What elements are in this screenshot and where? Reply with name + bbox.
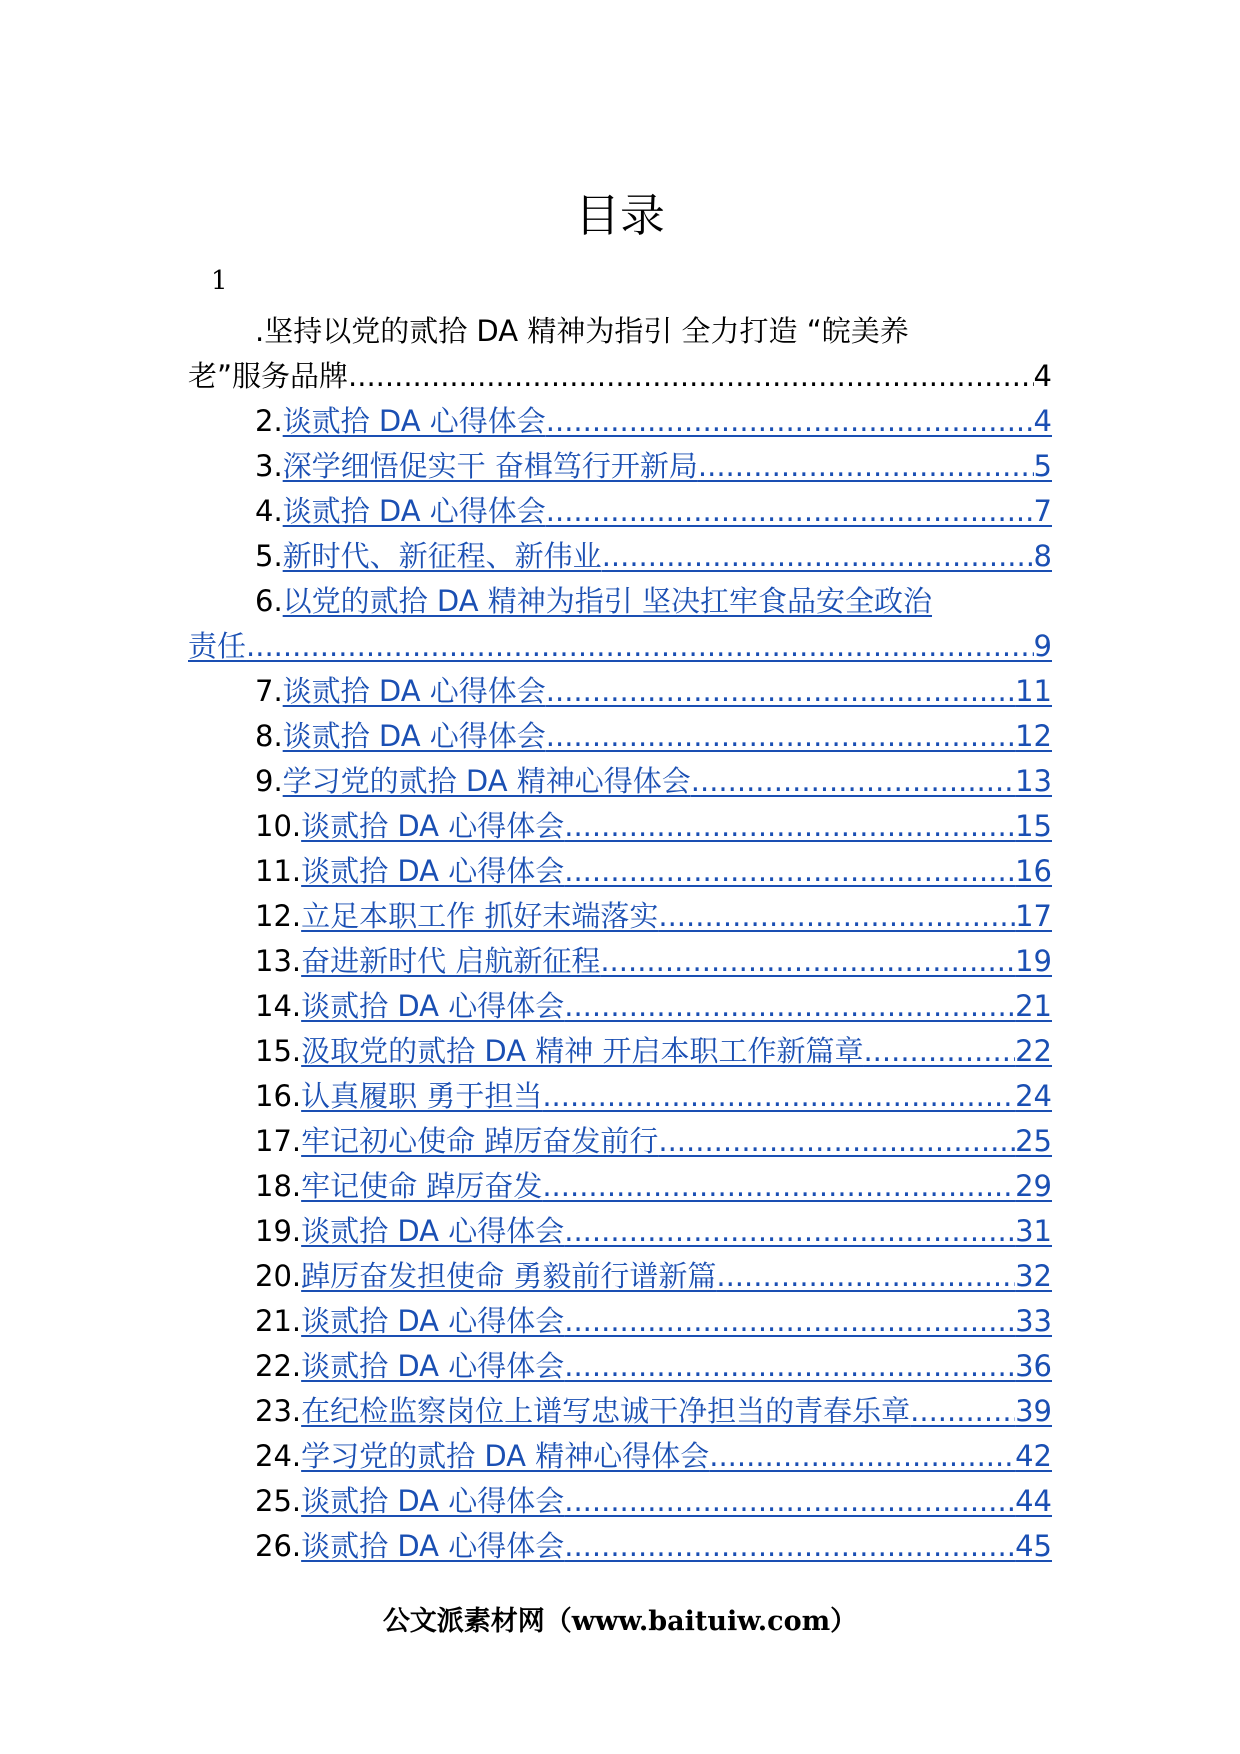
dot-leader	[542, 1074, 1015, 1119]
toc-entry-page[interactable]: 7	[1033, 494, 1052, 528]
toc-entry-page[interactable]: 17	[1015, 899, 1052, 933]
toc-entry-link[interactable]: 谈贰拾 DA 心得体会	[301, 989, 565, 1023]
dot-leader	[546, 489, 1034, 534]
toc-entry-page[interactable]: 19	[1015, 944, 1052, 978]
toc-entry-number: 24.	[255, 1439, 302, 1473]
dot-leader	[658, 894, 1015, 939]
toc-entry-number: 13.	[255, 944, 302, 978]
toc-entry-page[interactable]: 13	[1015, 764, 1052, 798]
toc-entry-number: 2.	[255, 404, 283, 438]
toc-entry-page[interactable]: 15	[1015, 809, 1052, 843]
dot-leader	[602, 534, 1034, 579]
toc-entry-link[interactable]: 谈贰拾 DA 心得体会	[301, 1349, 565, 1383]
dot-leader	[564, 1479, 1015, 1524]
toc-entry[interactable]	[188, 1119, 1052, 1164]
toc-entry-link[interactable]: 责任	[188, 629, 247, 663]
toc-entry-link[interactable]: 汲取党的贰拾 DA 精神 开启本职工作新篇章	[301, 1034, 864, 1068]
toc-entry-number: 9.	[255, 764, 283, 798]
toc-entry-page[interactable]: 44	[1015, 1484, 1052, 1518]
footer-watermark: 公文派素材网（www.baituiw.com）	[382, 1606, 858, 1637]
toc-entry[interactable]	[188, 1479, 1052, 1524]
toc-entry-number: 4.	[255, 494, 283, 528]
dot-leader	[564, 1299, 1015, 1344]
toc-entry-page[interactable]: 12	[1015, 719, 1052, 753]
table-of-contents	[188, 309, 1052, 1569]
page-title: 目录	[574, 189, 665, 242]
toc-entry-number: 11.	[255, 854, 302, 888]
toc-entry-page[interactable]: 4	[1033, 404, 1052, 438]
toc-entry-number: 18.	[255, 1169, 302, 1203]
toc-entry-number: 3.	[255, 449, 283, 483]
toc-entry-link[interactable]: 以党的贰拾 DA 精神为指引 坚决扛牢食品安全政治	[282, 584, 932, 618]
toc-entry-link[interactable]: 学习党的贰拾 DA 精神心得体会	[282, 764, 691, 798]
toc-entry[interactable]	[188, 489, 1052, 534]
toc-entry-page[interactable]: 24	[1015, 1079, 1052, 1113]
toc-entry-number: 23.	[255, 1394, 302, 1428]
toc-entry[interactable]	[188, 804, 1052, 849]
toc-entry-number: 19.	[255, 1214, 302, 1248]
dot-leader	[348, 354, 1034, 399]
toc-entry-link[interactable]: 谈贰拾 DA 心得体会	[301, 1529, 565, 1563]
toc-entry-link[interactable]: 认真履职 勇于担当	[301, 1079, 543, 1113]
toc-entry-number: 6.	[255, 584, 283, 618]
dot-leader	[863, 1029, 1015, 1074]
dot-leader	[698, 444, 1034, 489]
toc-entry-number: 20.	[255, 1259, 302, 1293]
toc-entry-page[interactable]: 45	[1015, 1529, 1052, 1563]
toc-entry-number: 16.	[255, 1079, 302, 1113]
dot-leader	[600, 939, 1015, 984]
toc-entry-page: 4	[1033, 359, 1052, 393]
toc-entry-number: 7.	[255, 674, 283, 708]
toc-entry-number: 14.	[255, 989, 302, 1023]
toc-entry[interactable]	[188, 444, 1052, 489]
toc-entry[interactable]	[188, 579, 1052, 624]
toc-entry-number: 8.	[255, 719, 283, 753]
toc-entry-link[interactable]: 深学细悟促实干 奋楫笃行开新局	[282, 449, 698, 483]
toc-entry-number: 26.	[255, 1529, 302, 1563]
toc-entry[interactable]	[188, 669, 1052, 714]
toc-entry-page[interactable]: 42	[1015, 1439, 1052, 1473]
dot-leader	[246, 624, 1034, 669]
toc-entry-number: 22.	[255, 1349, 302, 1383]
toc-entry-link[interactable]: 在纪检监察岗位上谱写忠诚干净担当的青春乐章	[301, 1394, 911, 1428]
first-entry-number: 1	[211, 266, 228, 296]
toc-entry-number: 12.	[255, 899, 302, 933]
toc-entry-link[interactable]: 牢记初心使命 踔厉奋发前行	[301, 1124, 659, 1158]
toc-entry-1-line2	[188, 354, 1052, 399]
toc-entry-page[interactable]: 39	[1015, 1394, 1052, 1428]
toc-entry-link[interactable]: 谈贰拾 DA 心得体会	[282, 404, 546, 438]
toc-entry[interactable]	[188, 1524, 1052, 1569]
toc-entry-link[interactable]: 学习党的贰拾 DA 精神心得体会	[301, 1439, 710, 1473]
dot-leader	[564, 804, 1015, 849]
toc-list	[188, 399, 1052, 1569]
toc-entry[interactable]	[188, 1344, 1052, 1389]
toc-entry[interactable]	[188, 714, 1052, 759]
toc-entry[interactable]	[188, 534, 1052, 579]
toc-entry-link[interactable]: 谈贰拾 DA 心得体会	[282, 719, 546, 753]
toc-entry[interactable]	[188, 1299, 1052, 1344]
dot-leader	[546, 669, 1015, 714]
toc-entry-page[interactable]: 31	[1015, 1214, 1052, 1248]
dot-leader	[564, 1209, 1015, 1254]
toc-entry-link[interactable]: 立足本职工作 抓好末端落实	[301, 899, 659, 933]
toc-entry-link[interactable]: 谈贰拾 DA 心得体会	[301, 1304, 565, 1338]
toc-entry-page[interactable]: 25	[1015, 1124, 1052, 1158]
toc-entry-number: 10.	[255, 809, 302, 843]
toc-entry-link[interactable]: 奋进新时代 启航新征程	[301, 944, 601, 978]
toc-entry[interactable]	[188, 984, 1052, 1029]
dot-leader	[564, 849, 1015, 894]
toc-entry-link[interactable]: 牢记使命 踔厉奋发	[301, 1169, 543, 1203]
toc-entry[interactable]	[188, 1074, 1052, 1119]
dot-leader	[564, 984, 1015, 1029]
dot-leader	[691, 759, 1015, 804]
toc-entry[interactable]	[188, 894, 1052, 939]
dot-leader	[546, 399, 1034, 444]
toc-entry[interactable]	[188, 1029, 1052, 1074]
toc-entry-number: 21.	[255, 1304, 302, 1338]
dot-leader	[910, 1389, 1015, 1434]
toc-entry[interactable]	[188, 1209, 1052, 1254]
toc-entry-page[interactable]: 5	[1033, 449, 1052, 483]
dot-leader	[564, 1344, 1015, 1389]
toc-entry-link[interactable]: 谈贰拾 DA 心得体会	[301, 809, 565, 843]
toc-entry-link[interactable]: 踔厉奋发担使命 勇毅前行谱新篇	[301, 1259, 717, 1293]
toc-entry[interactable]	[188, 759, 1052, 804]
toc-entry[interactable]	[188, 1389, 1052, 1434]
toc-entry-number: 5.	[255, 539, 283, 573]
dot-leader	[546, 714, 1015, 759]
toc-entry-page[interactable]: 16	[1015, 854, 1052, 888]
dot-leader	[542, 1164, 1015, 1209]
toc-entry-page[interactable]: 11	[1015, 674, 1052, 708]
toc-entry-number: 17.	[255, 1124, 302, 1158]
toc-entry-link[interactable]: 谈贰拾 DA 心得体会	[301, 1214, 565, 1248]
toc-entry-number: 15.	[255, 1034, 302, 1068]
toc-entry-title: 老”服务品牌	[188, 359, 349, 393]
toc-entry[interactable]	[188, 849, 1052, 894]
dot-leader	[658, 1119, 1015, 1164]
toc-entry-page[interactable]: 32	[1015, 1259, 1052, 1293]
toc-entry-link[interactable]: 谈贰拾 DA 心得体会	[282, 674, 546, 708]
dot-leader	[564, 1524, 1015, 1569]
toc-entry-1-line1: .坚持以党的贰拾 DA 精神为指引 全力打造 “皖美养	[255, 314, 909, 348]
toc-entry-page[interactable]: 29	[1015, 1169, 1052, 1203]
toc-entry[interactable]	[188, 1434, 1052, 1479]
toc-entry-page[interactable]: 21	[1015, 989, 1052, 1023]
toc-entry-page[interactable]: 8	[1033, 539, 1052, 573]
dot-leader	[709, 1434, 1015, 1479]
toc-entry[interactable]	[188, 1164, 1052, 1209]
toc-entry-link[interactable]: 新时代、新征程、新伟业	[282, 539, 602, 573]
toc-entry-page[interactable]: 9	[1033, 629, 1052, 663]
toc-entry-continued[interactable]	[188, 624, 1052, 669]
toc-entry-page[interactable]: 22	[1015, 1034, 1052, 1068]
toc-entry-link[interactable]: 谈贰拾 DA 心得体会	[301, 854, 565, 888]
toc-entry-number: 25.	[255, 1484, 302, 1518]
toc-entry[interactable]	[188, 399, 1052, 444]
toc-entry[interactable]	[188, 1254, 1052, 1299]
dot-leader	[716, 1254, 1015, 1299]
toc-entry[interactable]	[188, 939, 1052, 984]
toc-entry-link[interactable]: 谈贰拾 DA 心得体会	[301, 1484, 565, 1518]
toc-entry-page[interactable]: 33	[1015, 1304, 1052, 1338]
toc-entry-link[interactable]: 谈贰拾 DA 心得体会	[282, 494, 546, 528]
toc-entry-page[interactable]: 36	[1015, 1349, 1052, 1383]
